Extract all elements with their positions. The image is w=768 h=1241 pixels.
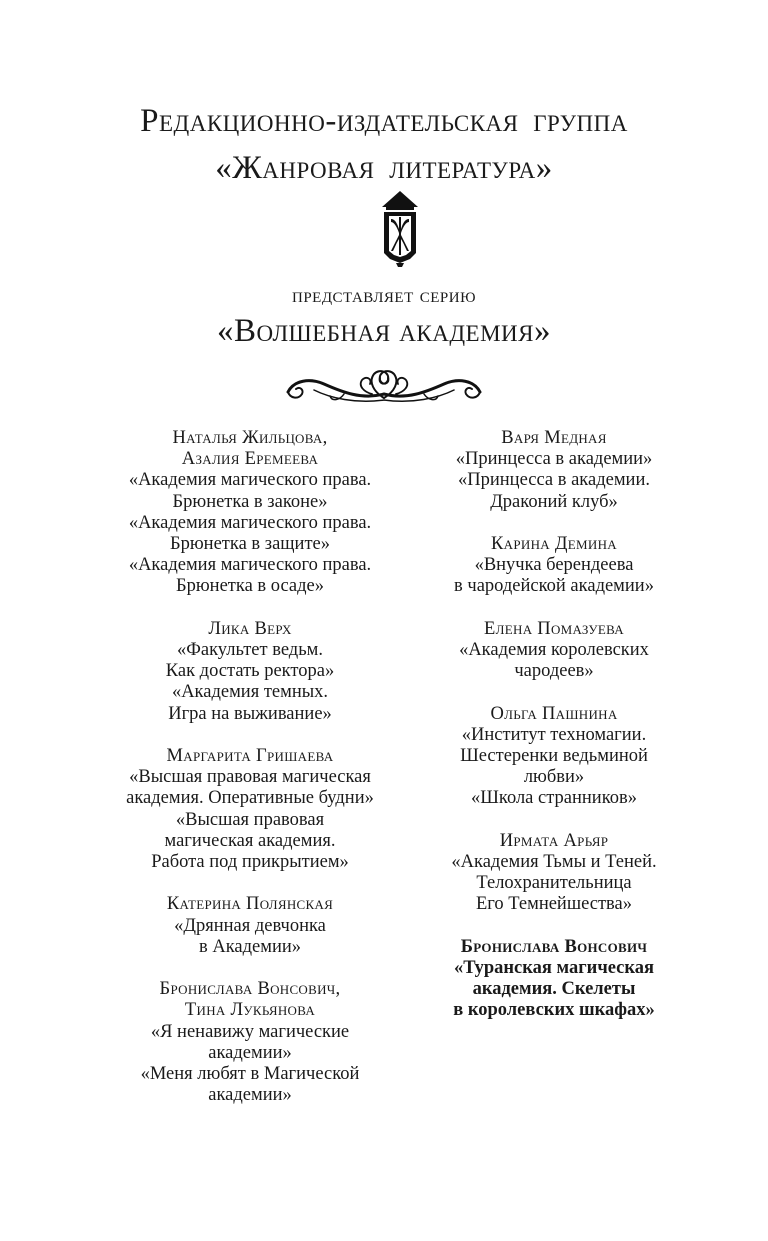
book-title-line: академия. Скелеты: [472, 979, 636, 1000]
author-name: Бронислава Вонсович: [460, 936, 648, 957]
book-entry: [422, 619, 686, 683]
author-name: Лика Верх: [208, 618, 292, 639]
book-title-line: чародеев»: [514, 661, 594, 682]
author-name: Карина Демина: [491, 534, 617, 554]
left-column: [100, 428, 400, 1128]
book-title-line: «Академия магического права.: [128, 470, 372, 491]
book-title-line: «Академия Тьмы и Теней.: [451, 852, 657, 872]
book-title-line: в Академии»: [198, 936, 302, 957]
book-title-line: Телохранительница: [476, 873, 632, 894]
book-title-line: академия. Оперативные будни»: [126, 788, 374, 809]
book-entry: [422, 704, 686, 810]
book-title-line: Шестеренки ведьминой: [460, 746, 648, 766]
book-title-line: академии»: [208, 1085, 292, 1106]
book-entry: [100, 894, 400, 958]
book-title-line: Как достать ректора»: [165, 661, 335, 682]
book-entry: [422, 428, 686, 513]
book-entry: [100, 746, 400, 873]
publisher-header-line-2: «Жанровая литература»: [215, 150, 553, 186]
book-title-line: «Школа странников»: [470, 788, 637, 809]
book-title-line: «Внучка берендеева: [474, 555, 634, 576]
book-title-line: «Академия магического права.: [128, 555, 372, 576]
author-name: Бронислава Вонсович,: [159, 979, 341, 1000]
author-name: Варя Медная: [501, 428, 607, 448]
flourish-ornament-icon: [284, 364, 484, 406]
author-name: Наталья Жильцова,: [172, 428, 328, 448]
book-title-line: Брюнетка в законе»: [172, 491, 328, 512]
book-title-line: «Высшая правовая магическая: [129, 767, 371, 788]
book-title-line: Брюнетка в защите»: [169, 534, 330, 555]
book-title-line: академии»: [208, 1042, 292, 1063]
author-name: Маргарита Гришаева: [166, 746, 334, 767]
publisher-header: [0, 98, 768, 192]
book-title-line: Брюнетка в осаде»: [175, 576, 325, 597]
book-title-line: «Туранская магическая: [453, 958, 655, 978]
book-title-line: «Высшая правовая: [175, 809, 325, 830]
book-title-line: «Академия магического права.: [128, 512, 372, 533]
book-title-line: Драконий клуб»: [490, 491, 618, 512]
publisher-header-line-1: Редакционно-издательская группа: [140, 103, 628, 139]
book-entry: [100, 428, 400, 598]
author-name: Тина Лукьянова: [184, 1000, 316, 1021]
presents-subtitle: представляет серию: [291, 282, 477, 307]
book-title-line: Его Темнейшества»: [476, 894, 632, 915]
book-title-line: Игра на выживание»: [168, 703, 332, 724]
book-title-line: магическая академия.: [164, 830, 336, 851]
book-title-line: «Принцесса в академии.: [458, 470, 650, 491]
right-column: [422, 428, 686, 1043]
author-name: Елена Помазуева: [484, 618, 624, 639]
series-title: «Волшебная академия»: [216, 313, 552, 349]
author-name: Катерина Полянская: [166, 894, 334, 915]
author-name: Азалия Еремеева: [181, 449, 319, 470]
book-title-line: «Академия королевских: [459, 640, 649, 660]
book-entry: [422, 831, 686, 916]
book-title-line: в чародейской академии»: [454, 576, 654, 597]
book-title-line: «Меня любят в Магической: [140, 1064, 360, 1085]
book-entry: [422, 534, 686, 598]
book-title-line: «Академия темных.: [171, 682, 329, 703]
book-entry: [100, 619, 400, 725]
featured-book-entry: [422, 937, 686, 1022]
book-title-line: «Принцесса в академии»: [455, 449, 653, 470]
book-title-line: «Я ненавижу магические: [150, 1021, 350, 1042]
book-title-line: Работа под прикрытием»: [151, 852, 349, 873]
book-title-line: «Факультет ведьм.: [177, 640, 323, 661]
book-title-line: в королевских шкафах»: [453, 1000, 655, 1021]
book-title-line: любви»: [523, 767, 585, 788]
book-entry: [100, 979, 400, 1106]
book-title-line: «Дрянная девчонка: [174, 915, 326, 936]
author-name: Ольга Пашнина: [490, 703, 618, 724]
author-name: Ирмата Арьяр: [499, 830, 609, 851]
book-title-line: «Институт техномагии.: [461, 724, 647, 745]
lantern-logo-icon: [374, 189, 426, 269]
